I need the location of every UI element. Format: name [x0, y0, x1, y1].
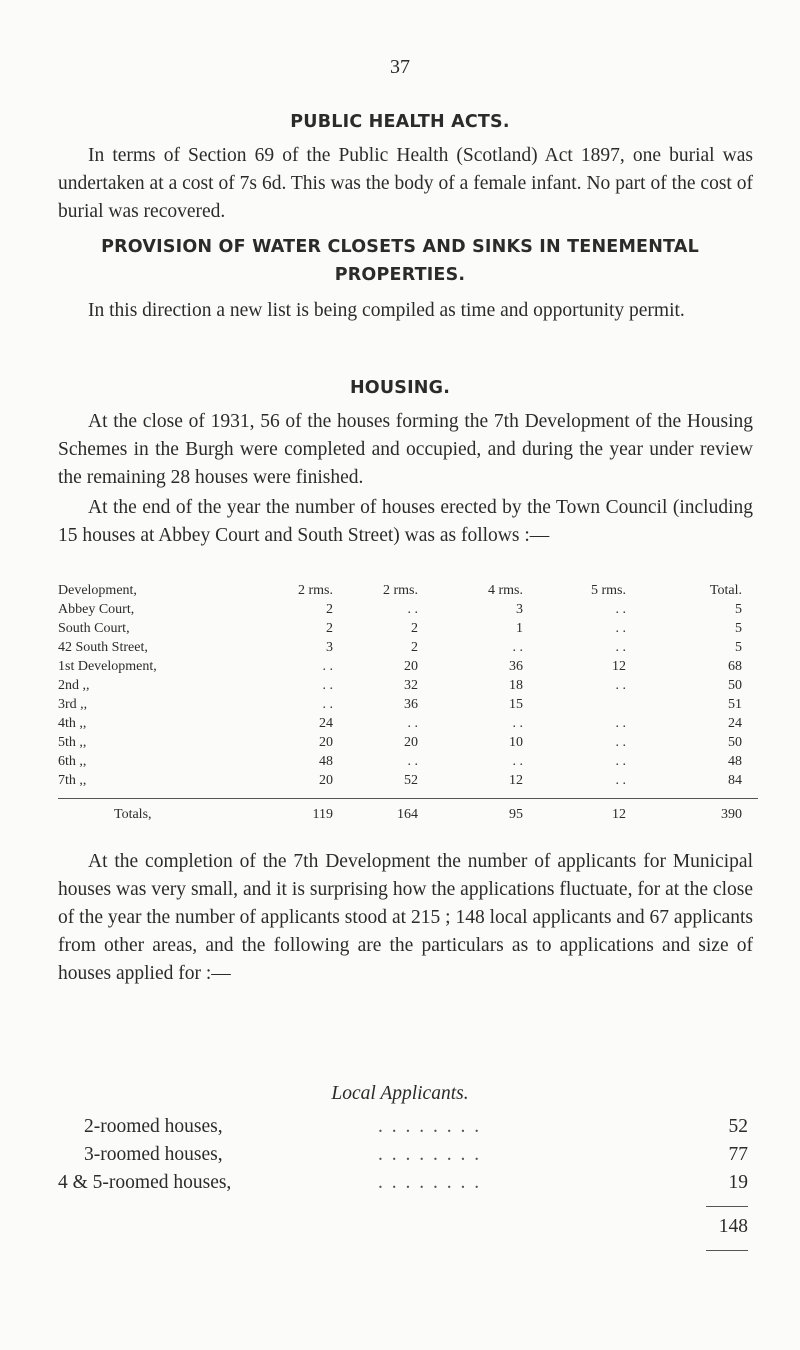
list-item [58, 1169, 748, 1197]
table-row [58, 657, 758, 677]
table-row [58, 695, 758, 715]
row-cell: 51 [728, 697, 742, 712]
row-cell: 3 [516, 602, 523, 617]
row-cell: . . [322, 659, 333, 674]
row-cell: 36 [404, 697, 418, 712]
table-row [58, 771, 758, 791]
housing-para-2: At the end of the year the number of houses erected by the Town Council (including 15 houses at Abbey Court and South Street) was as follows :— [58, 497, 753, 546]
list-item-value: 19 [728, 1172, 748, 1193]
row-cell: 1 [516, 621, 523, 636]
row-cell: 24 [728, 716, 742, 731]
totals-cell: 164 [397, 807, 418, 822]
list-item-value: 52 [728, 1116, 748, 1137]
list-item-label: 2-roomed houses, [84, 1116, 223, 1137]
table-rule [58, 798, 758, 799]
table-header-row [58, 581, 758, 601]
row-cell: 36 [509, 659, 523, 674]
row-label: South Court, [58, 621, 130, 636]
row-cell: . . [615, 678, 626, 693]
housing-heading: HOUSING. [349, 378, 451, 398]
row-label: 7th ,, [58, 773, 87, 788]
leader-dots: . . . . . . . . [378, 1172, 482, 1193]
header-total: Total. [709, 583, 742, 598]
row-cell: 2 [411, 640, 418, 655]
totals-label: Totals, [114, 807, 152, 822]
table-row [58, 619, 758, 639]
row-cell: . . [322, 697, 333, 712]
row-cell: 12 [612, 659, 626, 674]
row-cell: . . [407, 754, 418, 769]
table-row [58, 752, 758, 772]
row-cell: . . [615, 640, 626, 655]
totals-cell: 12 [612, 807, 626, 822]
row-cell: 50 [728, 735, 742, 750]
row-cell: 32 [404, 678, 418, 693]
row-label: 3rd ,, [58, 697, 88, 712]
row-cell: 48 [728, 754, 742, 769]
row-cell: 12 [509, 773, 523, 788]
header-development: Development, [58, 583, 137, 598]
row-cell: 52 [404, 773, 418, 788]
row-label: Abbey Court, [58, 602, 135, 617]
row-cell: 5 [735, 602, 742, 617]
row-cell: 2 [326, 602, 333, 617]
list-item [58, 1141, 748, 1169]
row-cell: 50 [728, 678, 742, 693]
row-cell: . . [615, 773, 626, 788]
header-col: 2 rms. [383, 583, 418, 598]
row-cell: . . [615, 754, 626, 769]
row-cell: 10 [509, 735, 523, 750]
table-totals-row [58, 805, 758, 825]
list-item-label: 4 & 5-roomed houses, [58, 1172, 232, 1193]
list-total [58, 1213, 748, 1241]
list-total-rule [706, 1206, 748, 1207]
public-health-heading: PUBLIC HEALTH ACTS. [290, 112, 510, 132]
row-cell: 24 [319, 716, 333, 731]
row-cell: . . [322, 678, 333, 693]
table-row [58, 676, 758, 696]
water-closets-text: In this direction a new list is being compiled as time and opportunity permit. [88, 300, 685, 321]
totals-cell: 119 [312, 807, 333, 822]
row-cell: 20 [319, 735, 333, 750]
public-health-text: In terms of Section 69 of the Public Health (Scotland) Act 1897, one burial was undertaken at a cost of 7s 6d. This was the body of a female infant. No part of the cost of burial was recovered. [58, 145, 753, 222]
row-cell: . . [512, 754, 523, 769]
housing-para-3: At the completion of the 7th Development the number of applicants for Municipal houses was very small, and it is surprising how the applications fluctuate, for at the close of the year the number of applicants stood at 215 ; 148 local applicants and 67 applicants from other areas, and the following are the particulars as to applications and size of houses applied for :— [58, 851, 753, 984]
list-item-label: 3-roomed houses, [84, 1144, 223, 1165]
row-cell: 84 [728, 773, 742, 788]
row-label: 5th ,, [58, 735, 87, 750]
housing-para-1: At the close of 1931, 56 of the houses forming the 7th Development of the Housing Schemes in the Burgh were completed and occupied, and during the year under review the remaining 28 houses were finished. [58, 411, 753, 488]
row-cell: . . [615, 602, 626, 617]
row-cell: . . [407, 602, 418, 617]
row-cell: 15 [509, 697, 523, 712]
totals-cell: 390 [721, 807, 742, 822]
local-applicants-title: Local Applicants. [331, 1083, 469, 1104]
table-row [58, 638, 758, 658]
row-cell: 18 [509, 678, 523, 693]
header-col: 4 rms. [488, 583, 523, 598]
row-label: 1st Development, [58, 659, 157, 674]
row-cell: 3 [326, 640, 333, 655]
row-label: 2nd ,, [58, 678, 90, 693]
row-cell: . . [615, 621, 626, 636]
row-cell: . . [512, 640, 523, 655]
row-cell: 2 [411, 621, 418, 636]
row-cell: 20 [319, 773, 333, 788]
leader-dots: . . . . . . . . [378, 1144, 482, 1165]
row-label: 6th ,, [58, 754, 87, 769]
row-cell: 5 [735, 640, 742, 655]
row-cell: . . [407, 716, 418, 731]
totals-cell: 95 [509, 807, 523, 822]
page-number: 37 [390, 56, 410, 78]
row-label: 4th ,, [58, 716, 87, 731]
row-cell: 5 [735, 621, 742, 636]
table-row [58, 733, 758, 753]
table-row [58, 600, 758, 620]
row-cell: 20 [404, 659, 418, 674]
list-total-value: 148 [718, 1216, 748, 1237]
list-item [58, 1113, 748, 1141]
row-cell: . . [615, 716, 626, 731]
header-col: 5 rms. [591, 583, 626, 598]
row-cell: 48 [319, 754, 333, 769]
row-cell: 68 [728, 659, 742, 674]
row-cell: . . [512, 716, 523, 731]
row-cell: 20 [404, 735, 418, 750]
leader-dots: . . . . . . . . [378, 1116, 482, 1137]
table-row [58, 714, 758, 734]
list-item-value: 77 [728, 1144, 748, 1165]
row-cell: . . [615, 735, 626, 750]
list-total-underline [706, 1250, 748, 1251]
row-label: 42 South Street, [58, 640, 148, 655]
header-col: 2 rms. [298, 583, 333, 598]
row-cell: 2 [326, 621, 333, 636]
water-closets-heading: PROVISION OF WATER CLOSETS AND SINKS IN TENEMENTAL PROPERTIES. [101, 237, 699, 285]
